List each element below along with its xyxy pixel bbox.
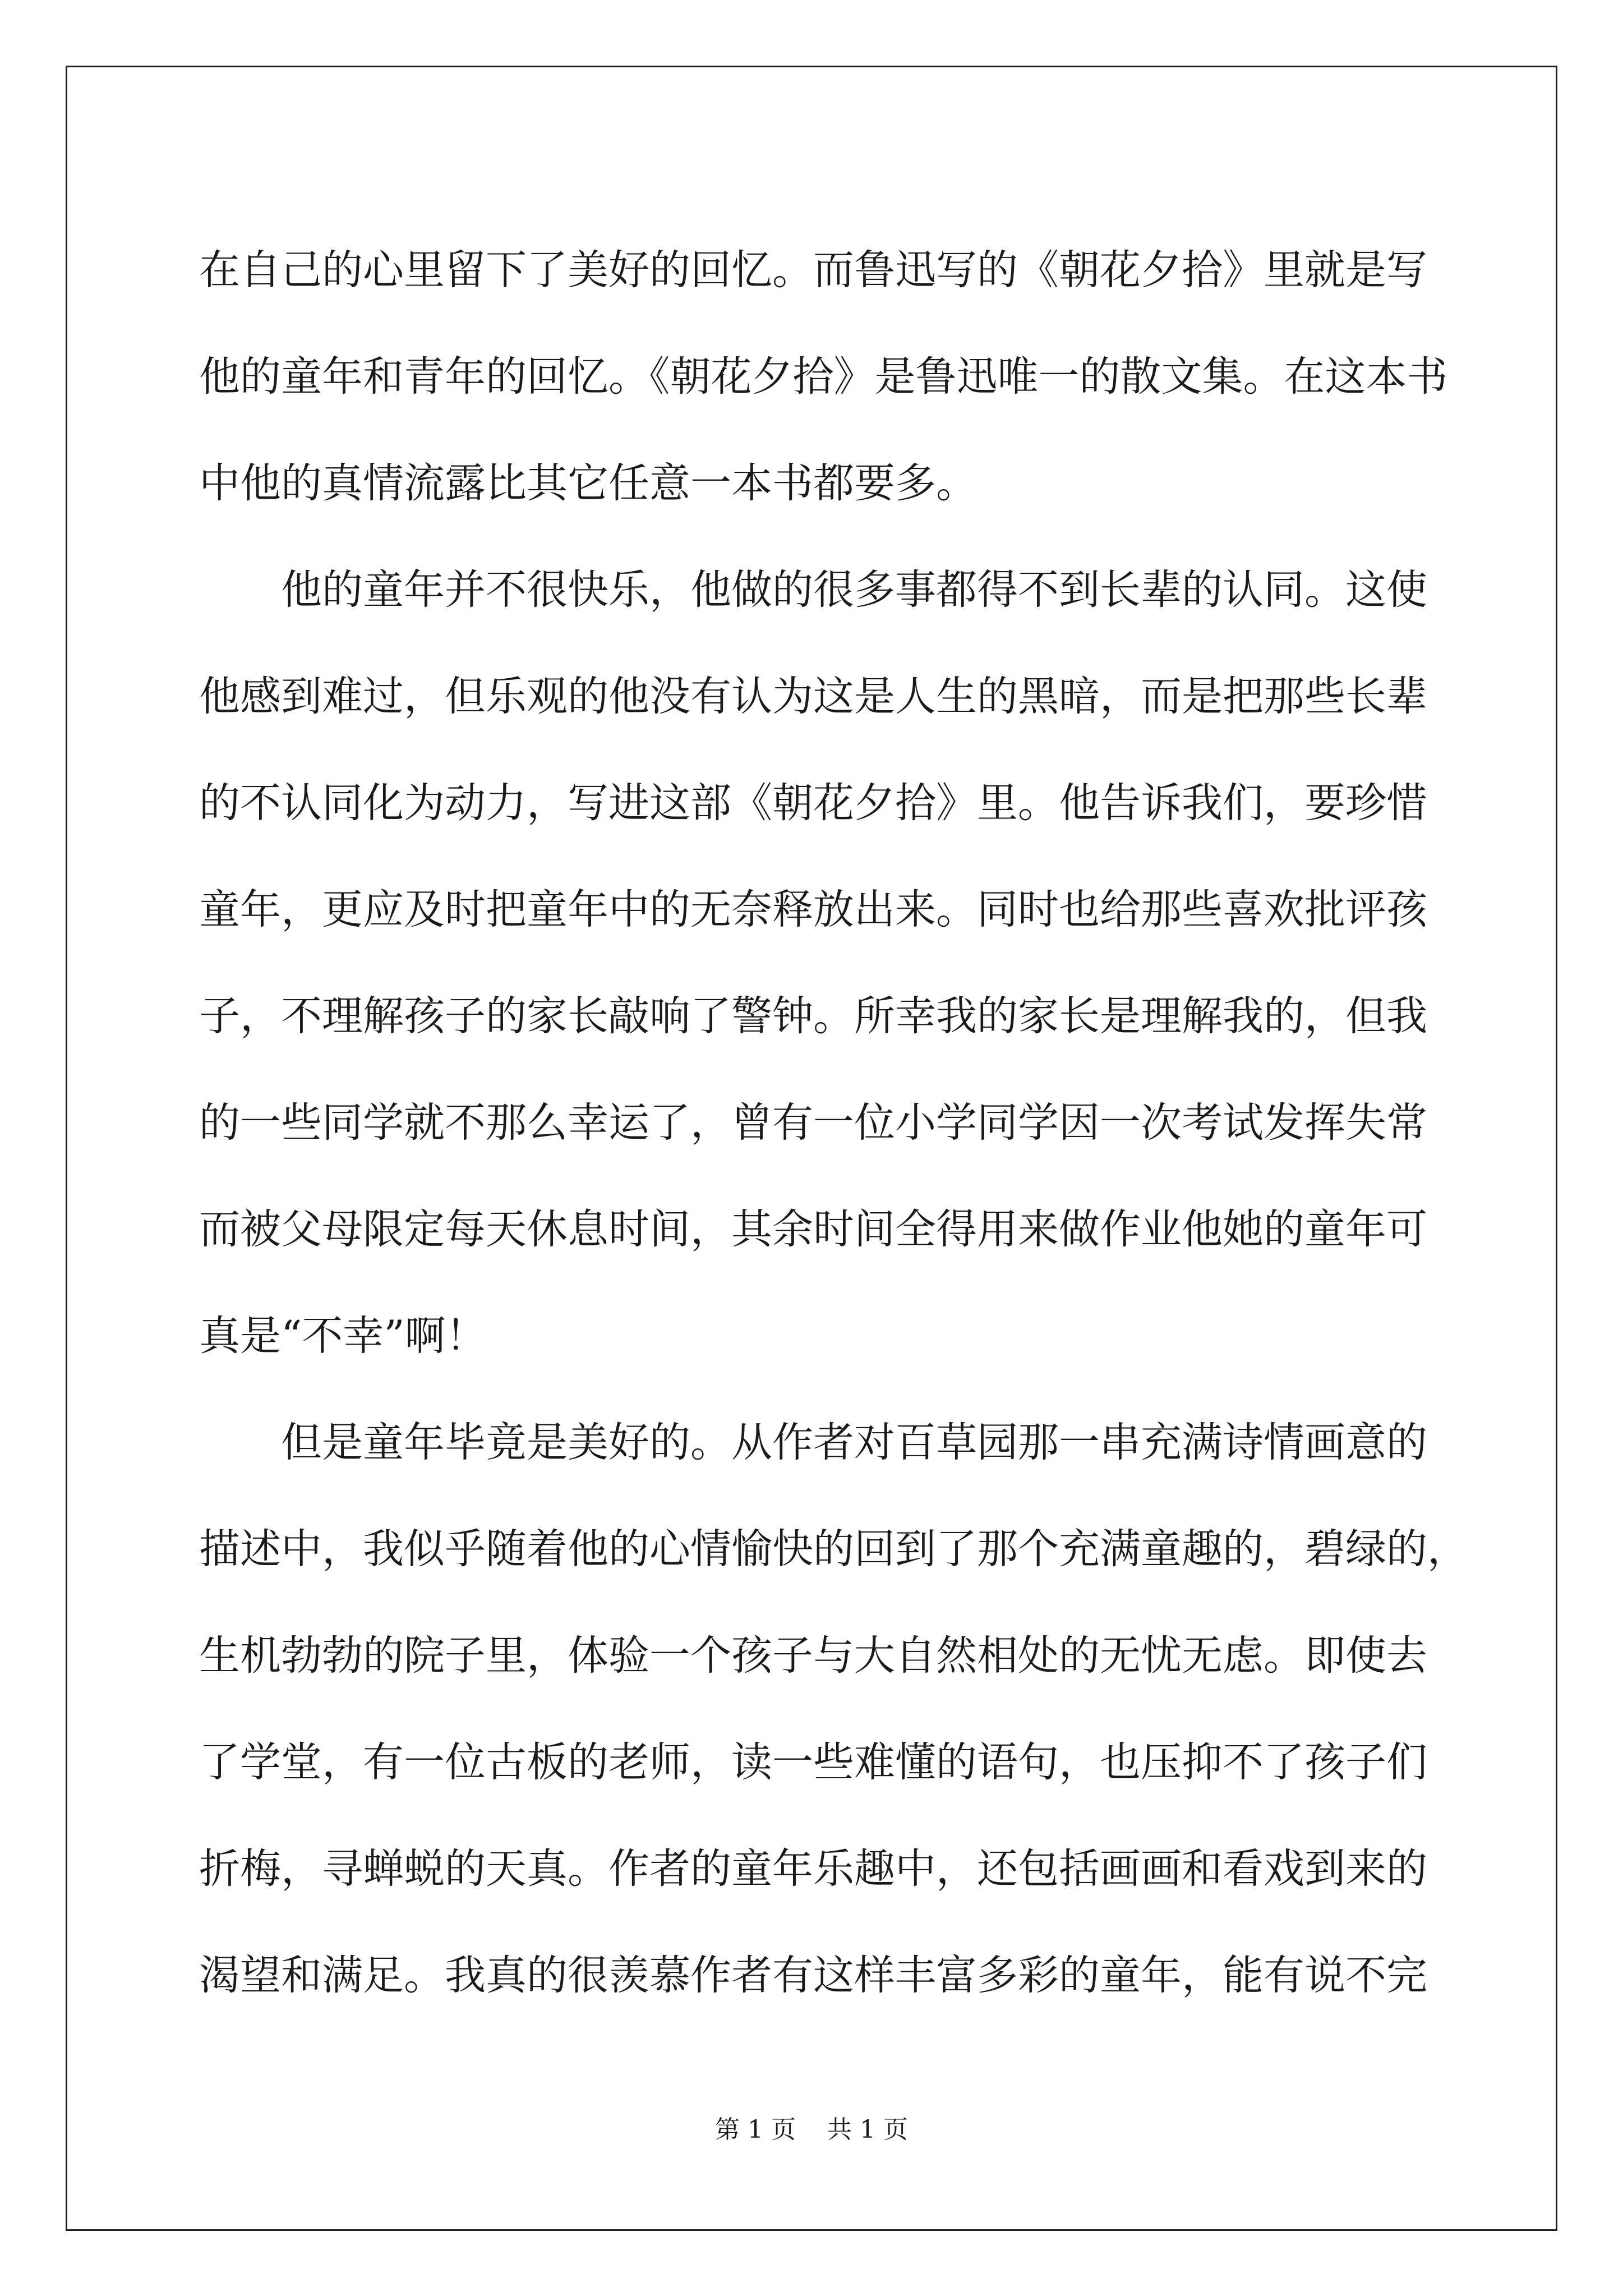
text-line: 他感到难过，但乐观的他没有认为这是人生的黑暗，而是把那些长辈 <box>199 673 1427 720</box>
text-line: 渴望和满足。我真的很羡慕作者有这样丰富多彩的童年，能有说不完 <box>199 1952 1427 1999</box>
page-footer <box>0 2109 1623 2145</box>
document-body <box>199 217 1468 2029</box>
paragraph-start-line: 但是童年毕竟是美好的。从作者对百草园那一串充满诗情画意的 <box>281 1419 1427 1466</box>
page-number: 第 1 页 <box>715 2115 796 2144</box>
text-line: 在自己的心里留下了美好的回忆。而鲁迅写的《朝花夕拾》里就是写 <box>199 246 1427 294</box>
text-line: 了学堂，有一位古板的老师，读一些难懂的语句，也压抑不了孩子们 <box>199 1738 1427 1786</box>
text-line: 子，不理解孩子的家长敲响了警钟。所幸我的家长是理解我的，但我 <box>199 992 1427 1040</box>
page-total: 共 1 页 <box>827 2115 908 2144</box>
text-line: 中他的真情流露比其它任意一本书都要多。 <box>199 459 977 507</box>
text-line: 的不认同化为动力，写进这部《朝花夕拾》里。他告诉我们，要珍惜 <box>199 779 1427 827</box>
text-line: 的一些同学就不那么幸运了，曾有一位小学同学因一次考试发挥失常 <box>199 1099 1427 1147</box>
text-line: 真是“不幸”啊！ <box>199 1312 487 1360</box>
text-line: 生机勃勃的院子里，体验一个孩子与大自然相处的无忧无虑。即使去 <box>199 1632 1427 1680</box>
text-line: 折梅，寻蝉蜕的天真。作者的童年乐趣中，还包括画画和看戏到来的 <box>199 1845 1427 1893</box>
text-line: 他的童年和青年的回忆。《朝花夕拾》是鲁迅唯一的散文集。在这本书 <box>199 353 1448 401</box>
text-line: 童年，更应及时把童年中的无奈释放出来。同时也给那些喜欢批评孩 <box>199 886 1427 933</box>
text-line: 而被父母限定每天休息时间，其余时间全得用来做作业他她的童年可 <box>199 1205 1427 1253</box>
text-line: 描述中，我似乎随着他的心情愉快的回到了那个充满童趣的，碧绿的， <box>199 1525 1468 1573</box>
paragraph-start-line: 他的童年并不很快乐，他做的很多事都得不到长辈的认同。这使 <box>281 566 1427 614</box>
